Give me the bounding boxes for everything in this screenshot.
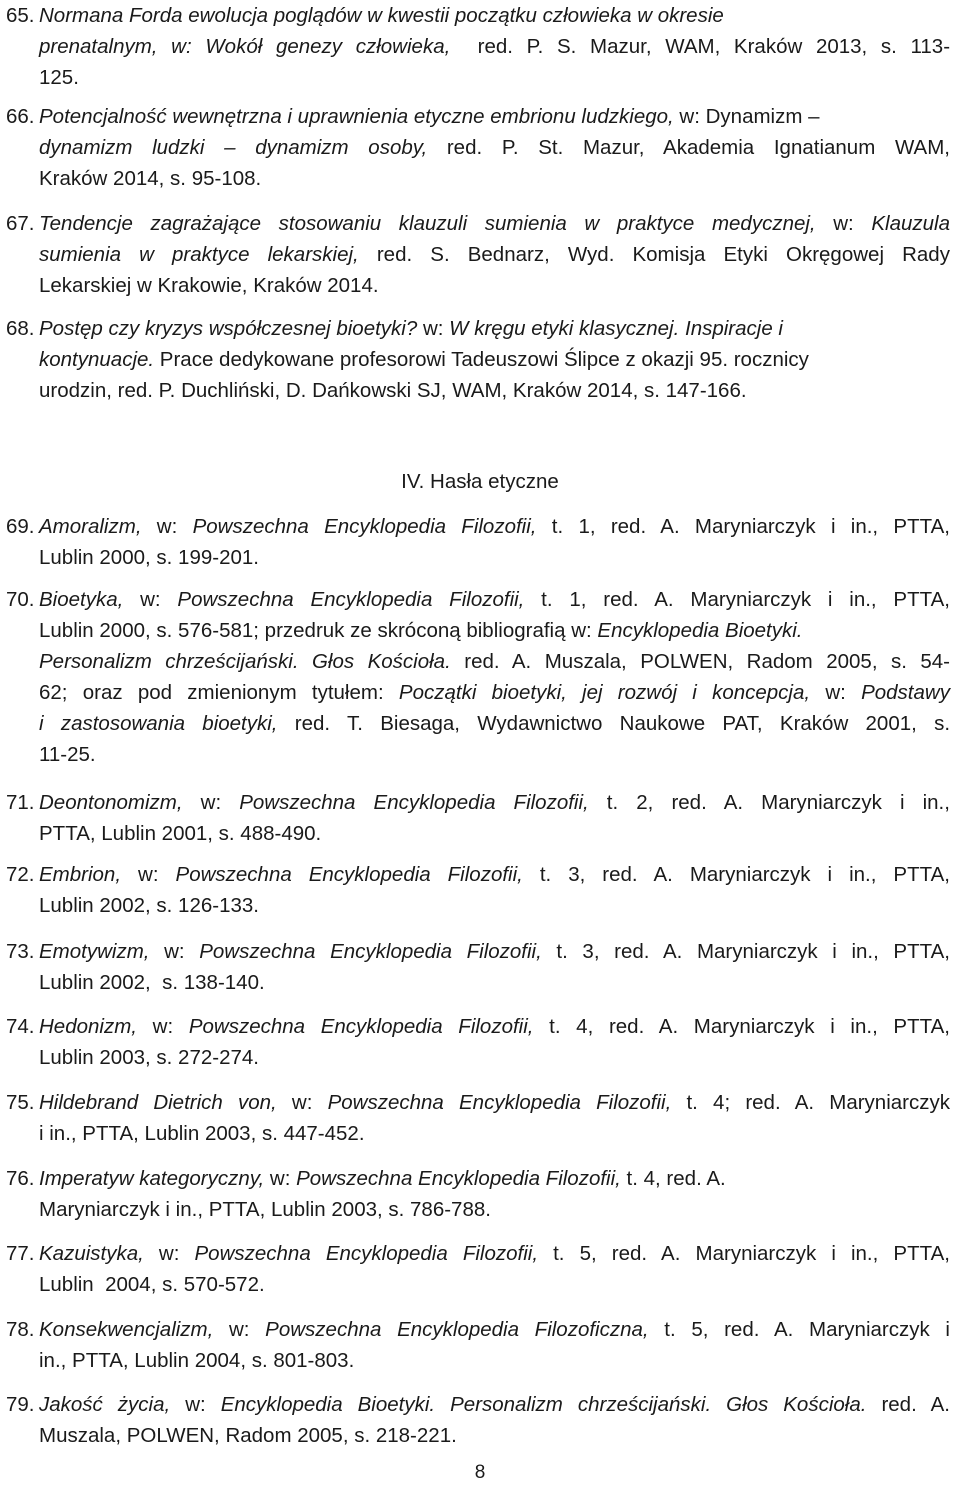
entry-line xyxy=(6,62,950,93)
entry-line xyxy=(6,1314,950,1345)
title-text: Powszechna Encyklopedia Filozofii, xyxy=(296,1167,621,1190)
entry-number: 70. xyxy=(6,588,35,611)
entry-text: t. 1, red. A. Maryniarczyk i in., PTTA, xyxy=(524,588,950,611)
title-text: Hedonizm, xyxy=(39,1015,137,1038)
entry-line xyxy=(6,1163,950,1194)
title-text: sumienia w praktyce lekarskiej, xyxy=(39,243,359,266)
entry-line xyxy=(6,708,950,739)
entry-text: red. P. S. Mazur, WAM, Kraków 2013, s. 113- xyxy=(450,35,951,58)
entry-text: in., PTTA, Lublin 2004, s. 801-803. xyxy=(39,1349,355,1372)
title-text: Powszechna Encyklopedia Filozofii, xyxy=(199,940,542,963)
entry-text: red. A. Muszala, POLWEN, Radom 2005, s. 54- xyxy=(450,650,950,673)
title-text: Bioetyka, xyxy=(39,588,124,611)
entry-line xyxy=(6,615,950,646)
entry-text: Lekarskiej w Krakowie, Kraków 2014. xyxy=(39,274,379,297)
entry-text: red. T. Biesaga, Wydawnictwo Naukowe PAT, Kraków 2001, s. xyxy=(277,712,951,735)
entry-line xyxy=(6,1011,950,1042)
title-text: Normana Forda ewolucja poglądów w kwestii początku człowieka w okresie xyxy=(39,4,724,27)
entry-text: w: xyxy=(213,1318,266,1341)
bibliography-entry xyxy=(6,1314,950,1376)
title-text: prenatalnym, w: Wokół genezy człowieka, xyxy=(39,35,451,58)
bibliography-entry xyxy=(6,1087,950,1149)
entry-line xyxy=(6,375,950,406)
title-text: Powszechna Encyklopedia Filozofii, xyxy=(188,1015,534,1038)
entry-text: w: xyxy=(170,1393,221,1416)
title-text: Encyklopedia Bioetyki. xyxy=(597,619,803,642)
entry-line xyxy=(6,163,950,194)
entry-line xyxy=(6,239,950,270)
title-text: Emotywizm, xyxy=(39,940,150,963)
entry-text: t. 4, red. A. xyxy=(620,1167,726,1190)
entry-line xyxy=(6,1269,950,1300)
entry-line xyxy=(6,31,950,62)
title-text: Embrion, xyxy=(39,863,122,886)
entry-text: w: xyxy=(143,1242,195,1265)
bibliography-entry xyxy=(6,859,950,921)
bibliography-entry xyxy=(6,101,950,194)
title-text: Podstawy xyxy=(861,681,950,704)
bibliography-entry xyxy=(6,1389,950,1451)
entry-number: 69. xyxy=(6,515,35,538)
entry-text: w: xyxy=(123,588,178,611)
bibliography-entry xyxy=(6,511,950,573)
title-text: Personalizm chrześcijański. Głos Kościoła. xyxy=(39,650,451,673)
title-text: Powszechna Encyklopedia Filozofii, xyxy=(175,863,523,886)
entry-text: urodzin, red. P. Duchliński, D. Dańkowski SJ, WAM, Kraków 2014, s. 147-166. xyxy=(39,379,747,402)
title-text: Amoralizm, xyxy=(39,515,142,538)
entry-text: red. P. St. Mazur, Akademia Ignatianum WAM, xyxy=(427,136,950,159)
entry-text: w: xyxy=(141,515,193,538)
entry-line xyxy=(6,313,950,344)
entry-line xyxy=(6,739,950,770)
bibliography-entry xyxy=(6,1238,950,1300)
title-text: Konsekwencjalizm, xyxy=(39,1318,214,1341)
entry-number: 73. xyxy=(6,940,35,963)
title-text: Powszechna Encyklopedia Filozofii, xyxy=(239,791,589,814)
entry-line xyxy=(6,101,950,132)
entry-number: 77. xyxy=(6,1242,35,1265)
entry-text: w: xyxy=(276,1091,328,1114)
title-text: Powszechna Encyklopedia Filozofii, xyxy=(327,1091,672,1114)
entry-line xyxy=(6,0,950,31)
entry-text: Muszala, POLWEN, Radom 2005, s. 218-221. xyxy=(39,1424,457,1447)
title-text: Hildebrand Dietrich von, xyxy=(39,1091,277,1114)
entry-line xyxy=(6,787,950,818)
entry-text: red. S. Bednarz, Wyd. Komisja Etyki Okręgowej Rady xyxy=(358,243,950,266)
title-text: W kręgu etyki klasycznej. Inspiracje i xyxy=(449,317,783,340)
entry-text: 125. xyxy=(39,66,79,89)
entry-text: Prace dedykowane profesorowi Tadeuszowi Ślipce z okazji 95. rocznicy xyxy=(154,348,809,371)
entry-number: 67. xyxy=(6,212,35,235)
entry-line xyxy=(6,1238,950,1269)
entry-text: Lublin 2004, s. 570-572. xyxy=(39,1273,265,1296)
entry-text: t. 4, red. A. Maryniarczyk i in., PTTA, xyxy=(533,1015,950,1038)
entry-line xyxy=(6,1087,950,1118)
entry-text: Lublin 2000, s. 199-201. xyxy=(39,546,259,569)
title-text: i zastosowania bioetyki, xyxy=(39,712,278,735)
entry-text: Lublin 2002, s. 126-133. xyxy=(39,894,259,917)
title-text: Encyklopedia Bioetyki. Personalizm chrześcijański. Głos Kościoła. xyxy=(220,1393,867,1416)
title-text: Powszechna Encyklopedia Filozofii, xyxy=(194,1242,539,1265)
entry-line xyxy=(6,890,950,921)
entry-text: red. A. xyxy=(866,1393,950,1416)
entry-line xyxy=(6,1042,950,1073)
entry-text: 11-25. xyxy=(39,743,96,766)
entry-line xyxy=(6,270,950,301)
bibliography-entry xyxy=(6,208,950,301)
entry-line xyxy=(6,1345,950,1376)
entry-number: 68. xyxy=(6,317,35,340)
entry-number: 71. xyxy=(6,791,35,814)
title-text: Powszechna Encyklopedia Filozofii, xyxy=(192,515,537,538)
bibliography-entry xyxy=(6,0,950,93)
entry-line xyxy=(6,344,950,375)
entry-line xyxy=(6,677,950,708)
title-text: dynamizm ludzki – dynamizm osoby, xyxy=(39,136,428,159)
entry-text: t. 3, red. A. Maryniarczyk i in., PTTA, xyxy=(522,863,950,886)
entry-text: w: xyxy=(121,863,176,886)
title-text: Początki bioetyki, jej rozwój i koncepcja, xyxy=(398,681,811,704)
title-text: Potencjalność wewnętrzna i uprawnienia etyczne embrionu ludzkiego, xyxy=(39,105,674,128)
entry-line xyxy=(6,1420,950,1451)
entry-text: Lublin 2003, s. 272-274. xyxy=(39,1046,259,1069)
entry-text: Kraków 2014, s. 95-108. xyxy=(39,167,262,190)
entry-text: w: xyxy=(815,212,872,235)
entry-number: 75. xyxy=(6,1091,35,1114)
entry-text: w: xyxy=(137,1015,189,1038)
bibliography-entry xyxy=(6,584,950,770)
title-text: Jakość życia, xyxy=(39,1393,171,1416)
entry-text: w: xyxy=(810,681,862,704)
entry-text: t. 2, red. A. Maryniarczyk i in., xyxy=(588,791,950,814)
entry-text: t. 1, red. A. Maryniarczyk i in., PTTA, xyxy=(536,515,950,538)
title-text: Klauzula xyxy=(871,212,951,235)
entry-line xyxy=(6,511,950,542)
bibliography-entry xyxy=(6,787,950,849)
entry-text: w: xyxy=(149,940,200,963)
entry-text: t. 3, red. A. Maryniarczyk i in., PTTA, xyxy=(541,940,950,963)
title-text: Imperatyw kategoryczny, xyxy=(39,1167,265,1190)
entry-line xyxy=(6,936,950,967)
entry-line xyxy=(6,1194,950,1225)
entry-line xyxy=(6,132,950,163)
bibliography-entry xyxy=(6,313,950,406)
entry-text: 62; oraz pod zmienionym tytułem: xyxy=(39,681,399,704)
entry-text: w: xyxy=(417,317,450,340)
entry-line xyxy=(6,967,950,998)
entry-line xyxy=(6,1118,950,1149)
entry-text: t. 4; red. A. Maryniarczyk xyxy=(671,1091,950,1114)
entry-line xyxy=(6,646,950,677)
entry-text: Maryniarczyk i in., PTTA, Lublin 2003, s. 786-788. xyxy=(39,1198,491,1221)
entry-text: Lublin 2002, s. 138-140. xyxy=(39,971,265,994)
entry-text: w: Dynamizm – xyxy=(673,105,820,128)
entry-number: 74. xyxy=(6,1015,35,1038)
entry-line xyxy=(6,1389,950,1420)
bibliography-entry xyxy=(6,1163,950,1225)
entry-number: 79. xyxy=(6,1393,35,1416)
entry-line xyxy=(6,542,950,573)
entry-line xyxy=(6,208,950,239)
entry-line xyxy=(6,584,950,615)
bibliography-entry xyxy=(6,936,950,998)
entry-text: t. 5, red. A. Maryniarczyk i xyxy=(648,1318,950,1341)
title-text: kontynuacje. xyxy=(39,348,155,371)
entry-number: 76. xyxy=(6,1167,35,1190)
entry-line xyxy=(6,818,950,849)
entry-text: i in., PTTA, Lublin 2003, s. 447-452. xyxy=(39,1122,365,1145)
entry-text: t. 5, red. A. Maryniarczyk i in., PTTA, xyxy=(538,1242,950,1265)
title-text: Tendencje zagrażające stosowaniu klauzuli sumienia w praktyce medycznej, xyxy=(39,212,816,235)
section-heading: IV. Hasła etyczne xyxy=(401,470,559,493)
title-text: Deontonomizm, xyxy=(39,791,183,814)
page-number: 8 xyxy=(474,1462,486,1483)
entry-number: 65. xyxy=(6,4,35,27)
entry-text: w: xyxy=(264,1167,297,1190)
bibliography-entry xyxy=(6,1011,950,1073)
title-text: Kazuistyka, xyxy=(39,1242,144,1265)
entry-number: 66. xyxy=(6,105,35,128)
title-text: Powszechna Encyklopedia Filozofii, xyxy=(177,588,525,611)
entry-number: 78. xyxy=(6,1318,35,1341)
entry-line xyxy=(6,859,950,890)
entry-number: 72. xyxy=(6,863,35,886)
title-text: Powszechna Encyklopedia Filozoficzna, xyxy=(265,1318,649,1341)
entry-text: w: xyxy=(182,791,240,814)
title-text: Postęp czy kryzys współczesnej bioetyki? xyxy=(39,317,418,340)
entry-text: PTTA, Lublin 2001, s. 488-490. xyxy=(39,822,322,845)
entry-text: Lublin 2000, s. 576-581; przedruk ze skróconą bibliografią w: xyxy=(39,619,598,642)
